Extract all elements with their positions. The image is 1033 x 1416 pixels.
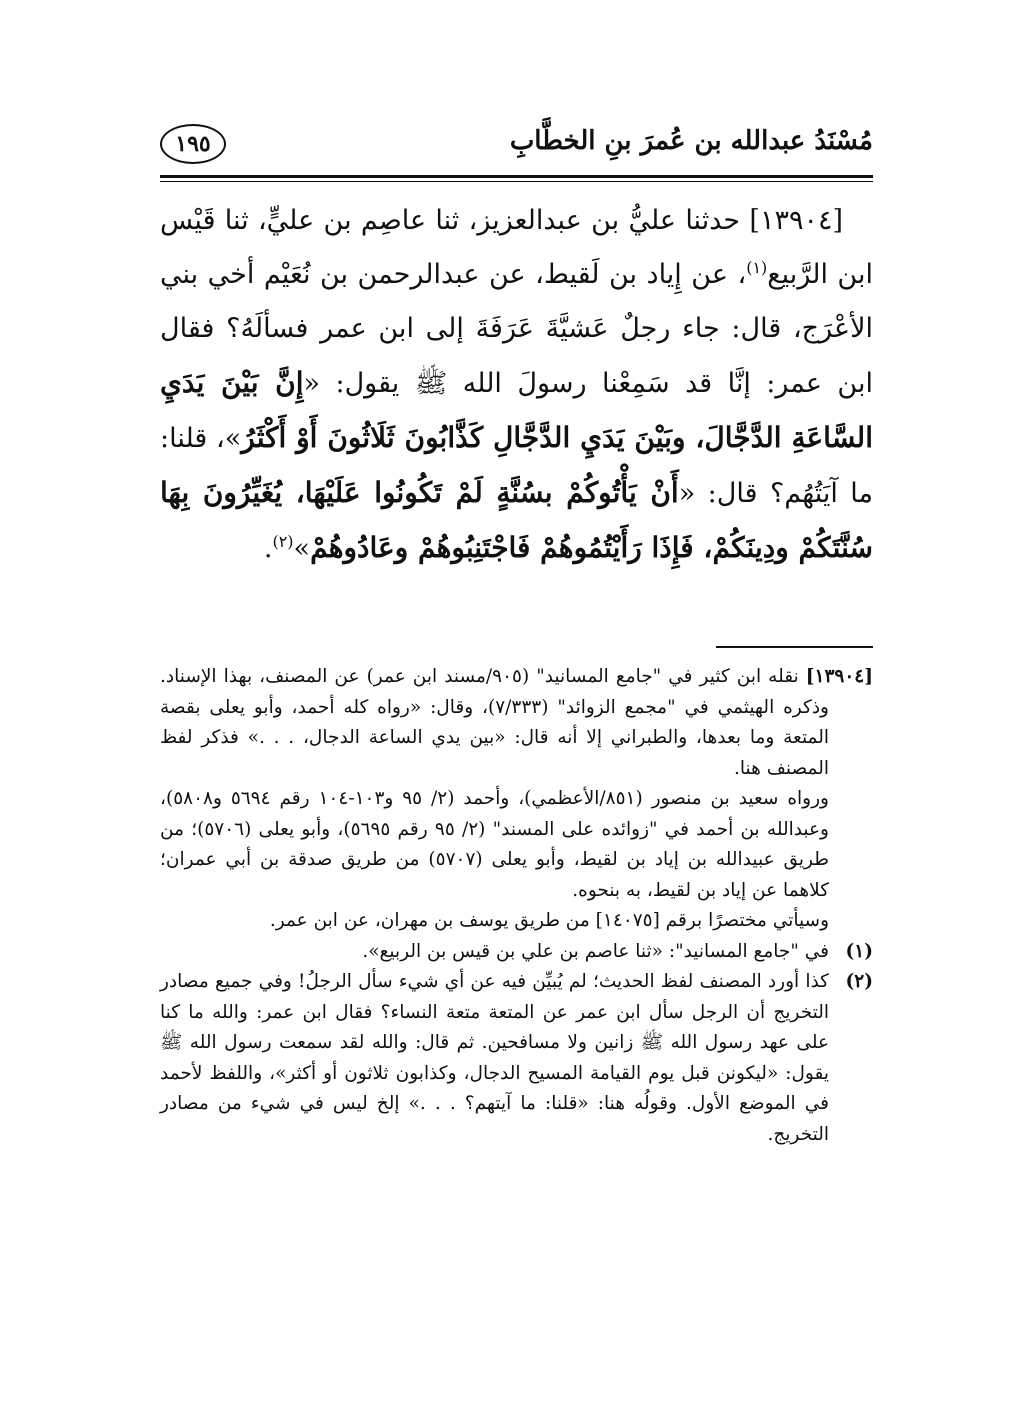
footnote-hadith-ref: [١٣٩٠٤] [805, 666, 873, 687]
page-header [160, 118, 873, 174]
footnote-takhrij-1-text: نقله ابن كثير في "جامع المسانيد" (٩٠٥/مسند ابن عمر) عن المصنف، بهذا الإسناد. وذكره الهيثمي في "مجمع الزوائد" (٧/٣٣٣)، وقال: «رواه كله أحمد، وأبو يعلى بقصة المتعة وما بعدها، والطبراني إلا أنه قال: «بين يدي الساعة الدجال، . . .» فذكر لفظ المصنف هنا. [160, 666, 829, 779]
prophetic-quote-1: إِنَّ بَيْنَ يَدَيِ السَّاعَةِ الدَّجَّالَ، وبَيْنَ يَدَيِ الدَّجَّالِ كَذَّابُونَ ثَلَاثُونَ أَوْ أَكْثَرُ [160, 366, 873, 454]
footnote-takhrij-1 [160, 662, 873, 784]
footnote-2 [160, 967, 873, 1150]
running-title: مُسْنَدُ عبدالله بن عُمرَ بنِ الخطَّابِ [509, 126, 873, 156]
header-rule-thick [160, 175, 873, 178]
prophetic-quote-2: أَنْ يَأْتُوكُمْ بسُنَّةٍ لَمْ تَكُونُوا عَلَيْهَا، يُغَيِّرُونَ بِهَا سُنَّتَكُمْ ودِينَكُمْ، فَإِذَا رَأَيْتُمُوهُمْ فَاجْتَنِبُوهُمْ وعَادُوهُمْ [160, 476, 873, 564]
footnote-separator [716, 646, 873, 648]
hadith-paragraph [160, 194, 873, 576]
hadith-text-4: » [293, 533, 311, 564]
hadith-text-2: ، عن إِياد بن لَقيط، عن عبدالرحمن بن نُعَيْم أخي بني الأعْرَج، قال: جاء رجلٌ عَشيَّةَ عَرَفَةَ إلى ابن عمر فسألَهُ؟ فقال ابن عمر: إنَّا قد سَمِعْنا رسولَ الله ﷺ يقول: « [160, 259, 873, 399]
footnote-takhrij-3: وسيأتي مختصرًا برقم [١٤٠٧٥] من طريق يوسف بن مهران، عن ابن عمر. [269, 910, 829, 931]
footnote-ref-1: (١) [746, 258, 768, 277]
footnote-1-text: في "جامع المسانيد": «ثنا عاصم بن علي بن قيس بن الربيع». [362, 940, 829, 962]
main-text [160, 194, 873, 576]
hadith-text-5: . [263, 533, 273, 564]
header-rule-thin [160, 181, 873, 182]
footnotes [160, 662, 873, 1150]
footnote-2-text: كذا أورد المصنف لفظ الحديث؛ لم يُبيِّن فيه عن أي شيء سأل الرجلُ! وفي جميع مصادر التخريج أن الرجل سأل ابن عمر عن المتعة متعة النساء؟ فقال ابن عمر: والله ما كنا على عهد رسول الله ﷺ زانين ولا مسافحين. ثم قال: والله لقد سمعت رسول الله ﷺ يقول: «ليكونن قبل يوم القيامة المسيح الدجال، وكذابون ثلاثون أو أكثر»، واللفظ لأحمد في الموضع الأول. وقولُه هنا: «قلنا: ما آيتهم؟ . . .» إلخ ليس في شيء من مصادر التخريج. [160, 971, 829, 1145]
hadith-text-3: »، قلنا: ما آيَتُهُم؟ قال: « [160, 423, 873, 509]
footnote-1 [160, 937, 873, 968]
footnote-takhrij-2: ورواه سعيد بن منصور (٨٥١/الأعظمي)، وأحمد (٢/ ٩٥ و١٠٣-١٠٤ رقم ٥٦٩٤ و٥٨٠٨)، وعبدالله بن أحمد في "زوائده على المسند" (٢/ ٩٥ رقم ٥٦٩٥)، وأبو يعلى (٥٧٠٦)؛ من طريق عبيدالله بن إياد بن لقيط، وأبو يعلى (٥٧٠٧) من طريق صدقة بن أبي عمران؛ كلاهما عن إياد بن لقيط، به بنحوه. [160, 788, 829, 901]
footnote-2-number: (٢) [845, 971, 873, 992]
hadith-text-1: حدثنا عليُّ بن عبدالعزيز، ثنا عاصِم بن عليٍّ، ثنا قَيْس ابن الرَّبيع [160, 205, 874, 290]
page-number: ١٩٥ [160, 124, 226, 164]
footnote-1-number: (١) [845, 940, 873, 962]
footnote-ref-2: (٢) [272, 532, 294, 551]
hadith-number: [١٣٩٠٤] [749, 205, 843, 236]
